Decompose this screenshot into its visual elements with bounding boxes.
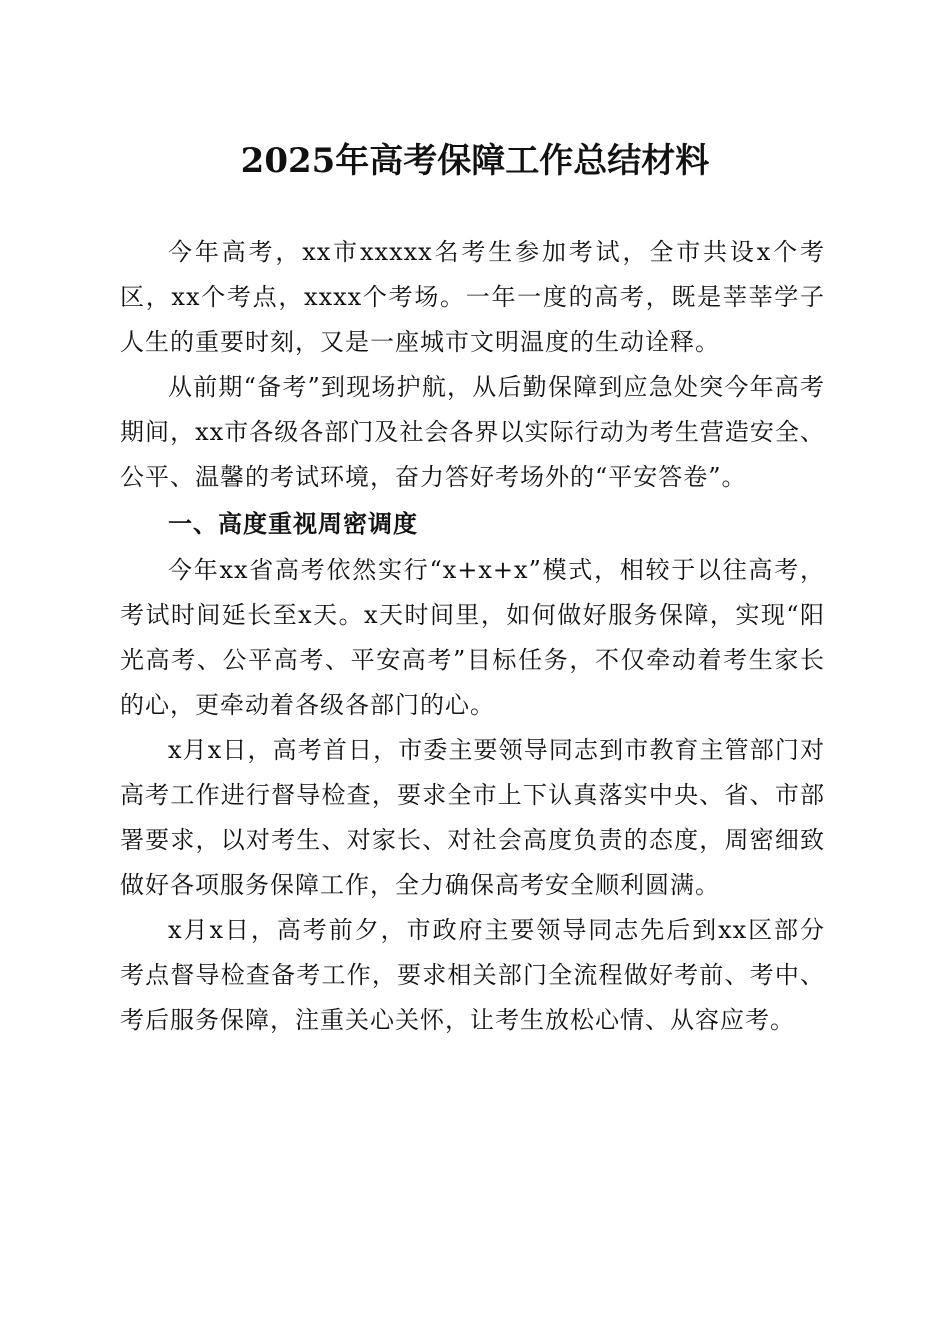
section-1-paragraph-2: x月x日，高考首日，市委主要领导同志到市教育主管部门对高考工作进行督导检查，要求全市上下认真落实中央、省、市部署要求，以对考生、对家长、对社会高度负责的态度，周密细致做好各项服务保障工作，全力确保高考安全顺利圆满。 xyxy=(120,736,825,899)
intro-paragraph-1: 今年高考，xx市xxxxx名考生参加考试，全市共设x个考区，xx个考点，xxxx个考场。一年一度的高考，既是莘莘学子人生的重要时刻，又是一座城市文明温度的生动诠释。 xyxy=(120,238,825,356)
section-1-paragraph-1: 今年xx省高考依然实行“x+x+x”模式，相较于以往高考，考试时间延长至x天。x天时间里，如何做好服务保障，实现“阳光高考、公平高考、平安高考”目标任务，不仅牵动着考生家长的心，更牵动着各级各部门的心。 xyxy=(120,556,825,719)
section-1-paragraph-3: x月x日，高考前夕，市政府主要领导同志先后到xx区部分考点督导检查备考工作，要求相关部门全流程做好考前、考中、考后服务保障，注重关心关怀，让考生放松心情、从容应考。 xyxy=(120,916,825,1034)
intro-paragraph-2: 从前期“备考”到现场护航，从后勤保障到应急处突今年高考期间，xx市各级各部门及社会各界以实际行动为考生营造安全、公平、温馨的考试环境，奋力答好考场外的“平安答卷”。 xyxy=(120,373,825,491)
section-1-heading: 一、高度重视周密调度 xyxy=(168,510,418,538)
document-body xyxy=(120,230,825,1043)
document-title: 2025年高考保障工作总结材料 xyxy=(240,141,710,181)
